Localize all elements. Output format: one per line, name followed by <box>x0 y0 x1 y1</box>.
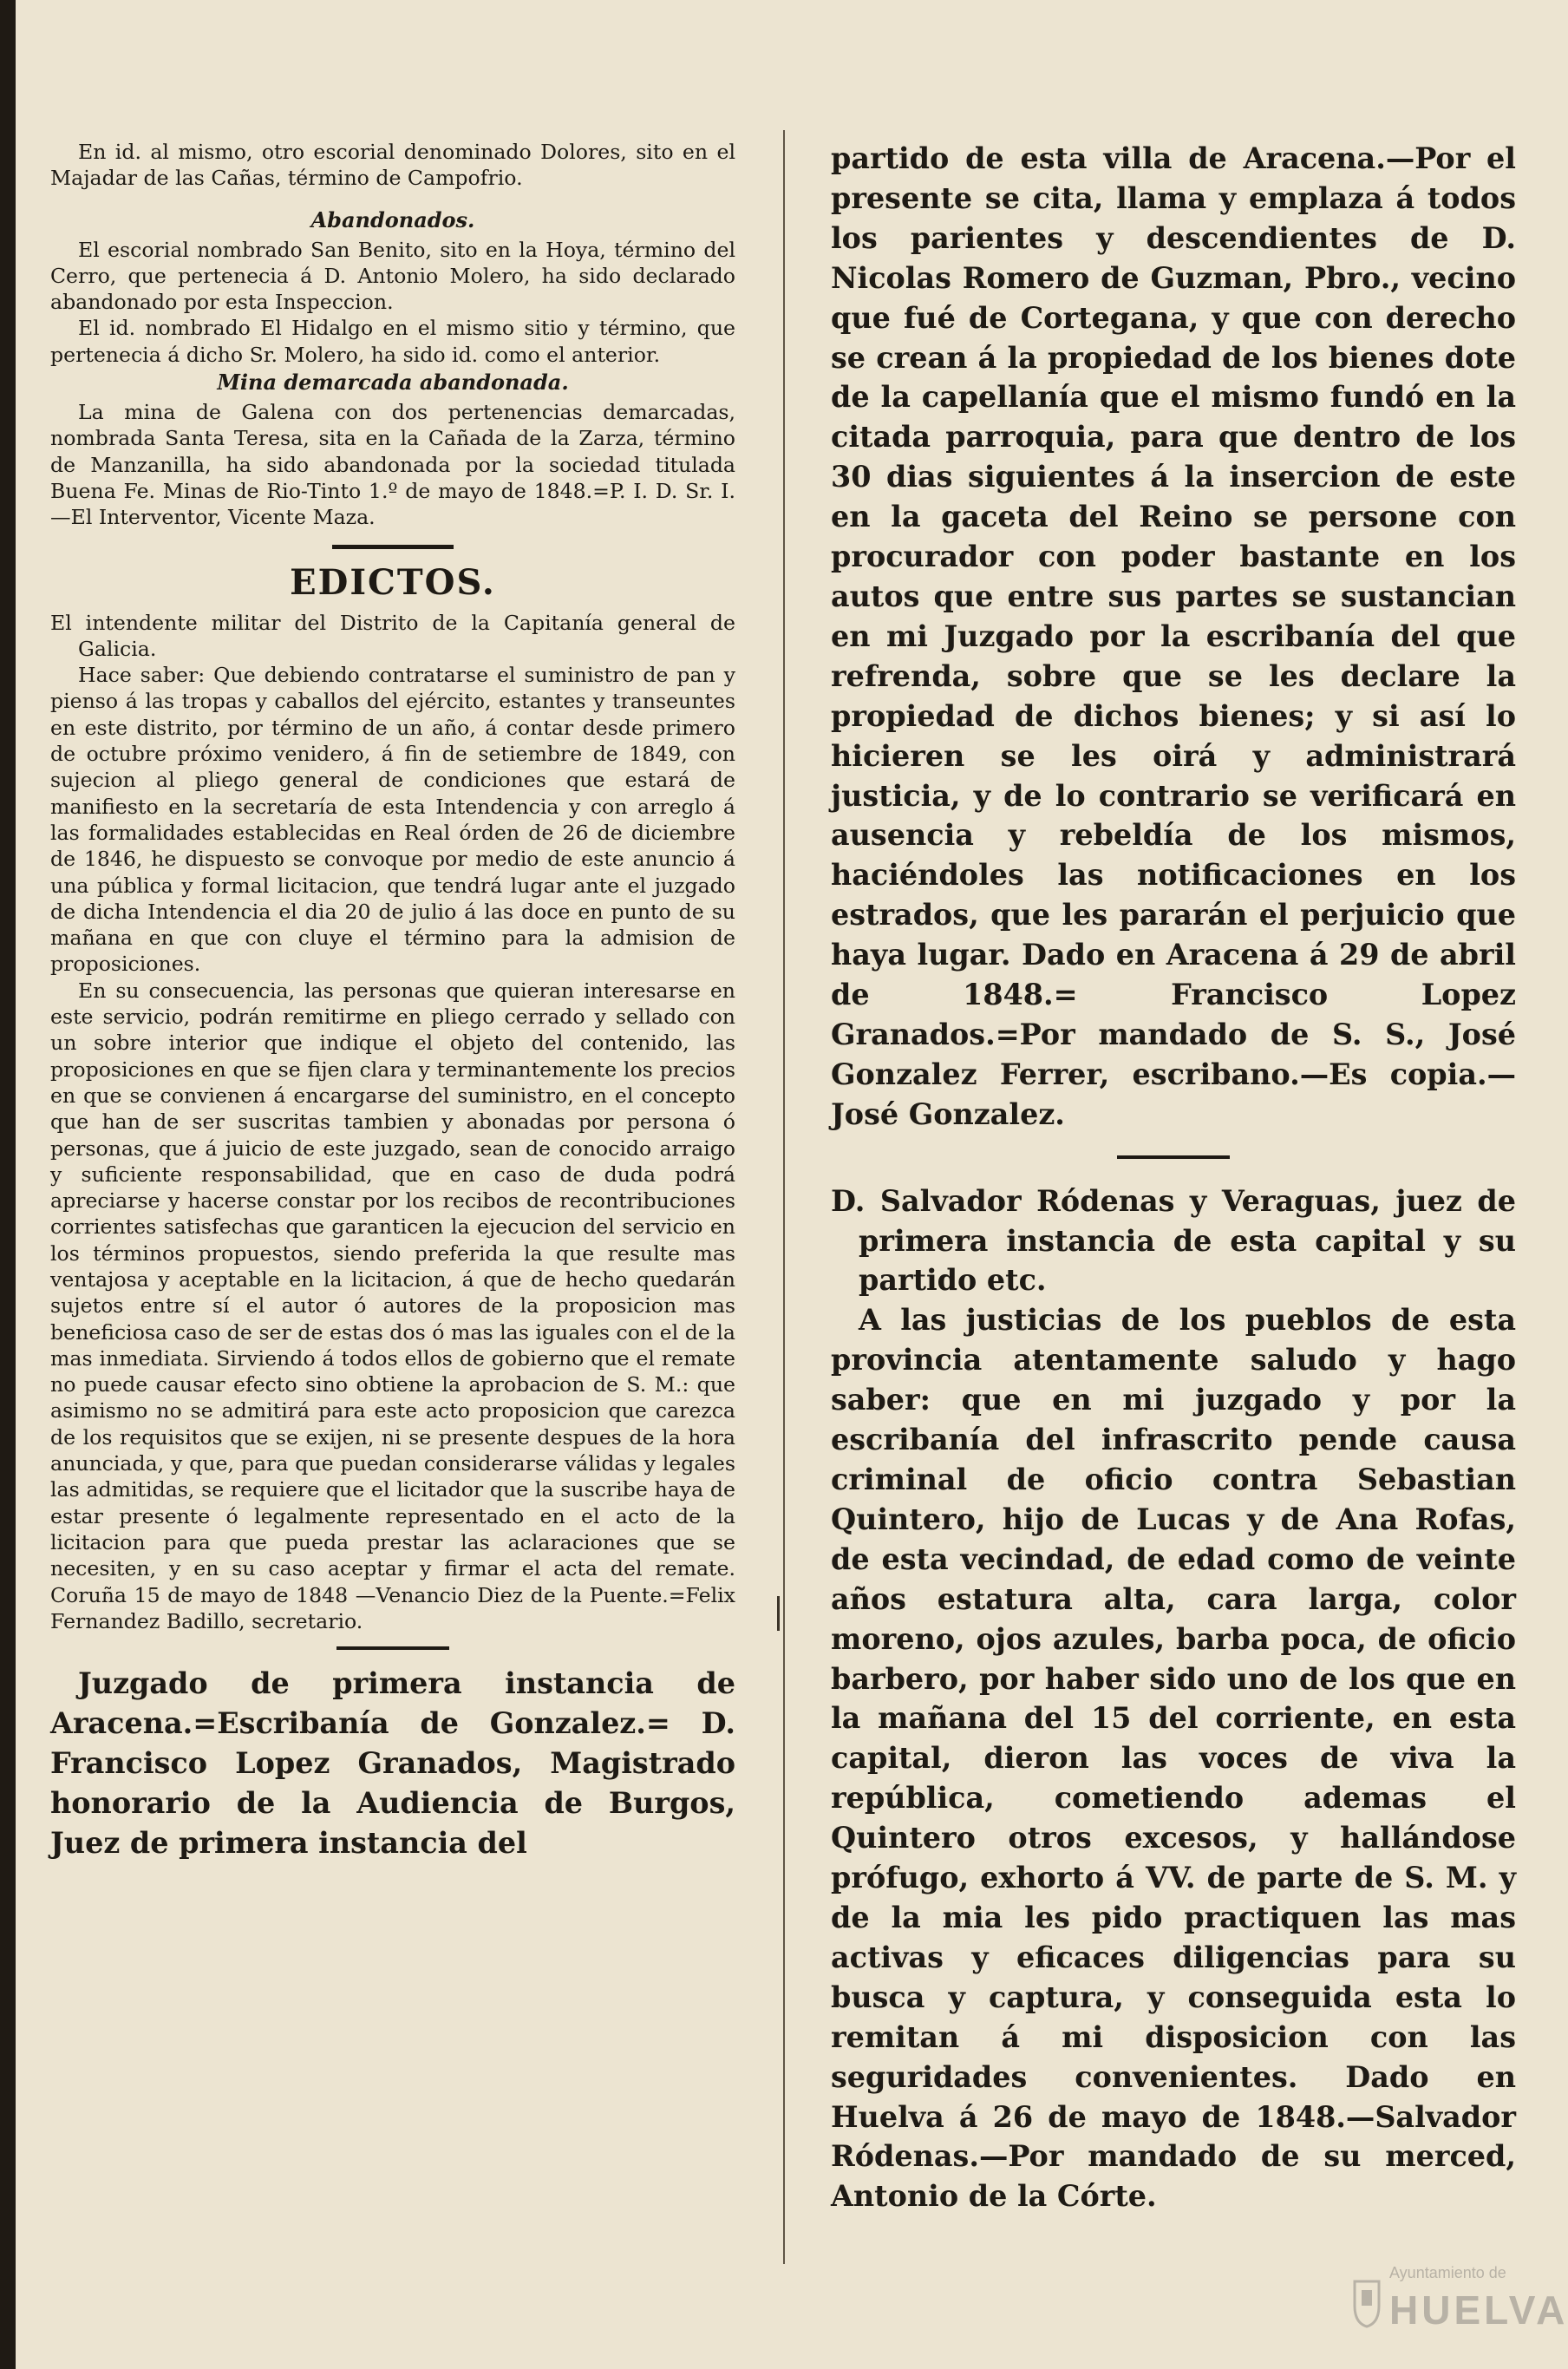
watermark-line1: Ayuntamiento de <box>1389 2264 1506 2281</box>
coat-of-arms-icon <box>1351 2276 1382 2328</box>
mina-demarcada-heading: Mina demarcada abandonada. <box>217 370 569 396</box>
separator-mark <box>777 1596 780 1631</box>
san-benito-paragraph: El escorial nombrado San Benito, sito en la Hoya, término del Cerro, que pertenecia á D. Antonio Molero, ha sido declarado abandonado por esta Inspeccion. <box>50 237 735 315</box>
hace-saber-paragraph: Hace saber: Que debiendo contratarse el suministro de pan y pienso á las tropas y caballos del ejército, estantes y transeuntes en este distrito, por término de un año, á contar desde primero de octubre próximo venidero, á fin de setiembre de 1849, con sujecion al pliego general de condiciones que estará de manifiesto en la secretaría de esta Intendencia y con arreglo á las formalidades establecidas en Real órden de 26 de diciembre de 1846, he dispuesto se convoque por medio de este anuncio á una pública y formal licitacion, que tendrá lugar ante el juzgado de dicha Intendencia el dia 20 de julio á las doce en punto de su mañana en que con cluye el término para la admision de proposiciones. <box>50 663 735 977</box>
section-rule <box>336 1646 449 1650</box>
section-rule <box>1117 1155 1230 1159</box>
consecuencia-paragraph: En su consecuencia, las personas que quieran interesarse en este servicio, podrán remitirme en pliego cerrado y sellado con un sobre interior que indique el objeto del contenido, las proposiciones en que se fijen clara y terminantemente los precios en que se convienen á encargarse del suministro, en el concepto que han de ser suscritas tambien y abonadas por persona ó personas, que á juicio de este juzgado, sean de conocido arraigo y suficiente responsabilidad, que en caso de duda podrá apreciarse y hacerse constar por los recibos de recontribuciones corrientes satisfechas que garanticen la ejecucion del servicio en los términos propuestos, siendo preferida la que resulte mas ventajosa y aceptable en la licitacion, á que de hecho quedarán sujetos entre sí el autor ó autores de la proposicion mas beneficiosa caso de ser de estas dos ó mas las iguales con el de la mas inmediata. Sirviendo á todos ellos de gobierno que el remate no puede causar efecto sino obtiene la aprobacion de S. M.: que asimismo no se admitirá para este acto proposicion que carezca de los requisitos que se exijen, ni se presente despues de la hora anunciada, y que, para que puedan considerarse válidas y legales las admitidas, se requiere que el licitador que la suscribe haya de estar presente ó legalmente representado en el acto de la licitacion para que pueda prestar las aclaraciones que se necesiten, y en su caso aceptar y firmar el acta del remate. Coruña 15 de mayo de 1848 —Venancio Diez de la Puente.=Felix Fernandez Badillo, secretario. <box>50 978 735 1633</box>
watermark-line2: HUELVA <box>1389 2287 1568 2333</box>
escorial-dolores-paragraph: En id. al mismo, otro escorial denominado Dolores, sito en el Majadar de las Cañas, término de Campofrio. <box>50 140 735 191</box>
newspaper-page <box>16 0 1568 2369</box>
column-separator <box>783 130 785 2264</box>
left-column <box>50 139 735 1863</box>
edictos-title: EDICTOS. <box>290 561 496 603</box>
aracena-edict-paragraph: partido de esta villa de Aracena.—Por el presente se cita, llama y emplaza á todos los parientes y descendientes de D. Nicolas Romero de Guzman, Pbro., vecino que fué de Cortegana, y que con derecho se crean á la propiedad de los bienes dote de la capellanía que el mismo fundó en la citada parroquia, para que dentro de los 30 dias siguientes á la insercion de este en la gaceta del Reino se persone con procurador con poder bastante en los autos que entre sus partes se sustancian en mi Juzgado por la escribanía del que refrenda, sobre que se les declare la propiedad de dichos bienes; y si así lo hicieren se les oirá y administrará justicia, y de lo contrario se verificará en ausencia y rebeldía de los mismos, haciéndoles las notificaciones en los estrados, que les pararán el perjuicio que haya lugar. Dado en Aracena á 29 de abril de 1848.= Francisco Lopez Granados.=Por mandado de S. S., José Gonzalez Ferrer, escribano.—Es copia.—José Gonzalez. <box>831 141 1516 1131</box>
el-hidalgo-paragraph: El id. nombrado El Hidalgo en el mismo sitio y término, que pertenecia á dicho Sr. Molero, ha sido id. como el anterior. <box>50 316 735 367</box>
salvador-rodenas-heading: D. Salvador Ródenas y Veraguas, juez de primera instancia de esta capital y su partido etc. <box>831 1183 1516 1298</box>
salvador-rodenas-paragraph: A las justicias de los pueblos de esta provincia atentamente saludo y hago saber: que en mi juzgado y por la escribanía del infrascrito pende causa criminal de oficio contra Sebastian Quintero, hijo de Lucas y de Ana Rofas, de esta vecindad, de edad como de veinte años estatura alta, cara larga, color moreno, ojos azules, barba poca, de oficio barbero, por haber sido uno de los que en la mañana del 15 del corriente, en esta capital, dieron las voces de viva la república, cometiendo ademas el Quintero otros excesos, y hallándose prófugo, exhorto á VV. de parte de S. M. y de la mia les pido practiquen las mas activas y eficaces diligencias para su busca y captura, y conseguida esta lo remitan á mi disposicion con las seguridades convenientes. Dado en Huelva á 26 de mayo de 1848.—Salvador Ródenas.—Por mandado de su merced, Antonio de la Córte. <box>831 1303 1516 2214</box>
juzgado-aracena-heading: Juzgado de primera instancia de Aracena.=Escribanía de Gonzalez.= D. Francisco Lopez Granados, Magistrado honorario de la Audiencia de Burgos, Juez de primera instancia del <box>50 1666 735 1860</box>
abandonados-heading: Abandonados. <box>310 206 475 232</box>
ayuntamiento-watermark <box>1351 2254 1568 2349</box>
mina-galena-paragraph: La mina de Galena con dos pertenencias demarcadas, nombrada Santa Teresa, sita en la Cañada de la Zarza, término de Manzanilla, ha sido abandonada por la sociedad titulada Buena Fe. Minas de Rio-Tinto 1.º de mayo de 1848.=P. I. D. Sr. I.—El Interventor, Vicente Maza. <box>50 400 735 530</box>
right-column <box>831 139 1516 2216</box>
section-rule <box>332 545 454 549</box>
intendente-heading: El intendente militar del Distrito de la Capitanía general de Galicia. <box>50 610 735 661</box>
